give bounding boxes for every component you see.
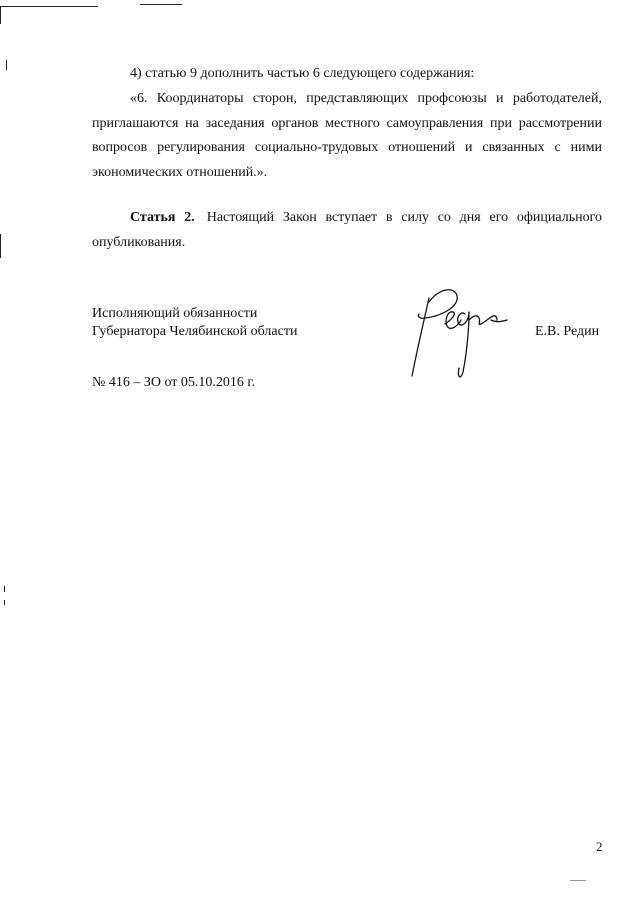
scan-artifact-dot (6, 60, 7, 70)
signer-name: Е.В. Редин (535, 324, 600, 339)
scan-artifact-dot (4, 600, 5, 605)
signer-title-line-2: Губернатора Челябинской области (92, 324, 298, 339)
scan-artifact-dot (4, 586, 5, 592)
amendment-paragraph: 4) статью 9 дополнить частью 6 следующего содержания: (130, 66, 475, 81)
page-number: 2 (596, 839, 603, 854)
scan-artifact-line (0, 6, 1, 24)
scan-artifact-line (0, 234, 1, 258)
scan-artifact-line (570, 880, 586, 881)
article-2-paragraph (92, 206, 602, 255)
handwritten-signature-icon (405, 280, 520, 385)
scan-artifact-line (140, 4, 182, 5)
scan-artifact-line (0, 6, 98, 7)
law-number: № 416 – ЗО от 05.10.2016 г. (92, 375, 256, 390)
signer-title (92, 305, 297, 341)
article-text: Настоящий Закон вступает в силу со дня его официального опубликования. (92, 210, 602, 250)
article-label: Статья 2. (130, 210, 195, 225)
amendment-quote-paragraph: «6. Координаторы сторон, представляющих профсоюзы и работодателей, приглашаются на заседания органов местного самоуправления при рассмотрении вопросов регулирования социально-трудовых отношений и связанных с ними экономических отношений.». (92, 91, 602, 180)
signer-title-line-1: Исполняющий обязанности (92, 306, 258, 321)
